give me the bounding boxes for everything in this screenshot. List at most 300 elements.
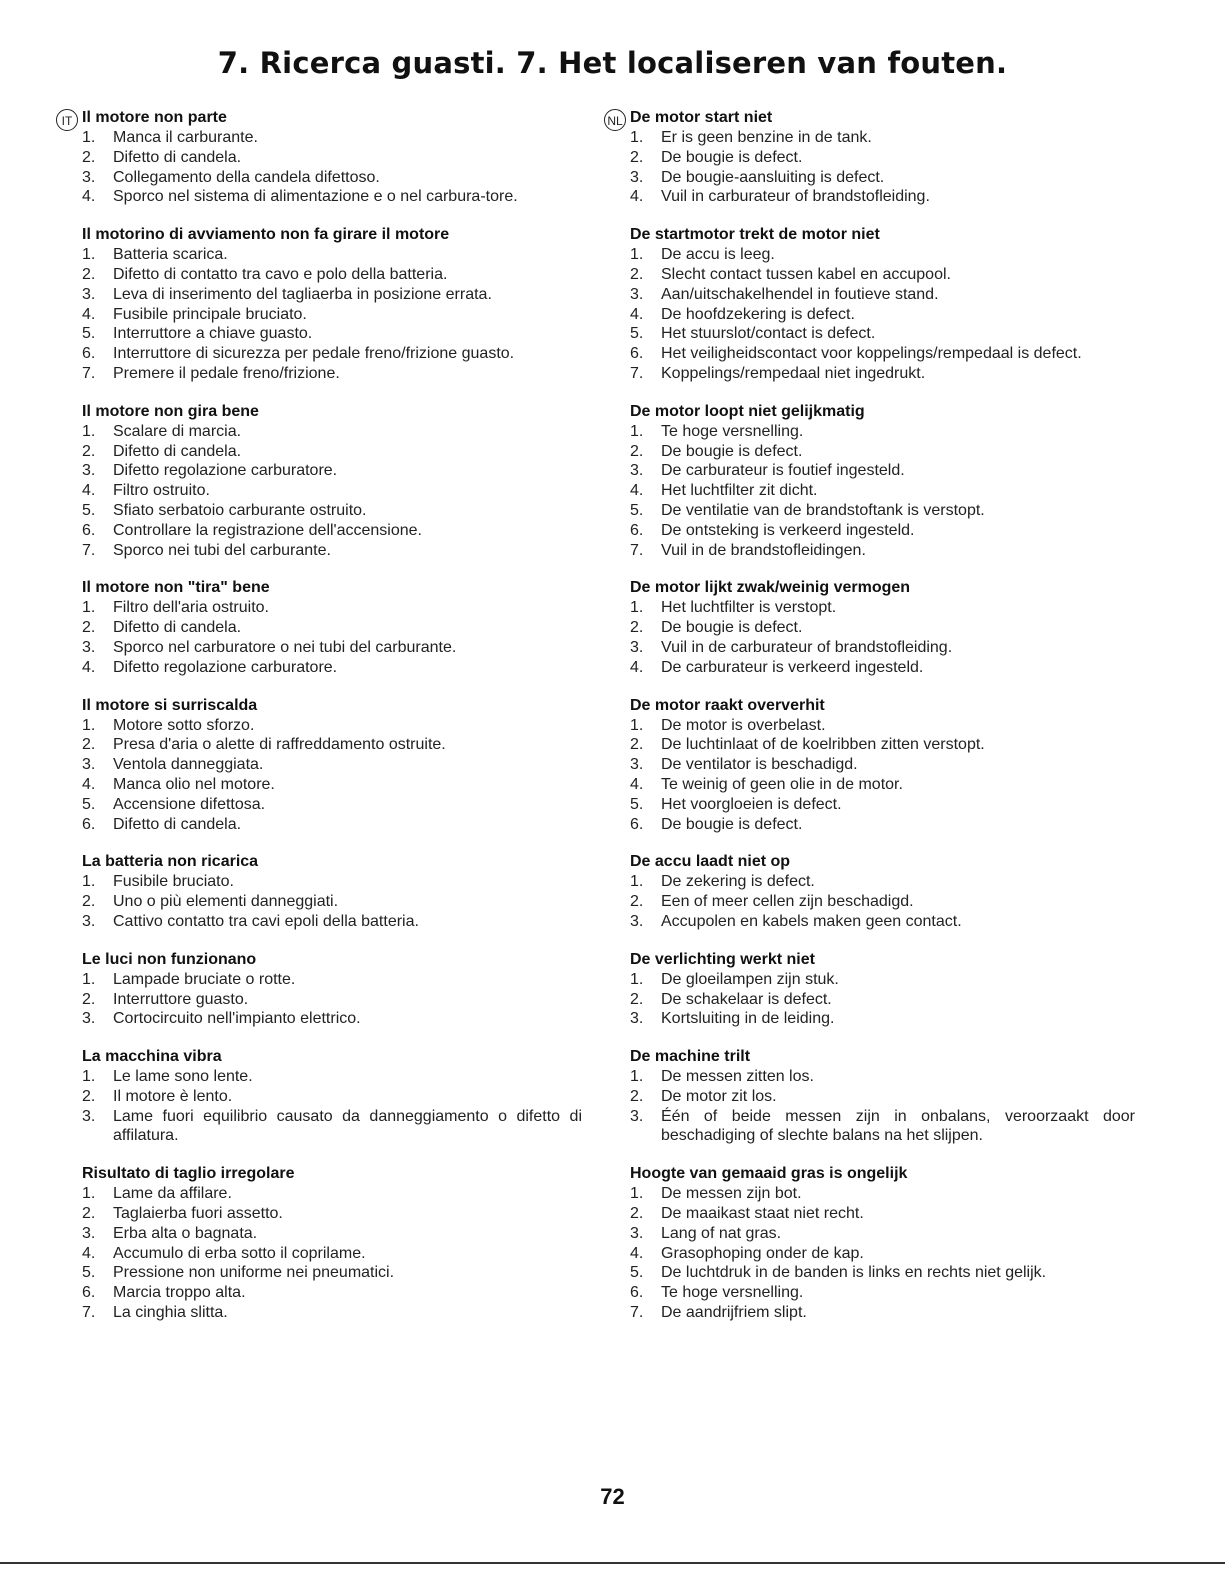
- list-item: [630, 187, 1135, 207]
- item-number: 2.: [82, 893, 96, 911]
- cause-list: [82, 872, 582, 931]
- troubleshooting-section: [630, 696, 1135, 835]
- item-text: Koppelings/rempedaal niet ingedrukt.: [661, 364, 926, 382]
- cause-list: [630, 245, 1135, 384]
- item-text: De messen zitten los.: [661, 1068, 814, 1086]
- language-badge-nl: NL: [604, 109, 626, 131]
- item-number: 3.: [82, 462, 96, 480]
- item-text: Lang of nat gras.: [661, 1224, 782, 1242]
- item-number: 4.: [630, 482, 644, 500]
- section-title: De startmotor trekt de motor niet: [630, 226, 880, 244]
- item-number: 2.: [82, 148, 96, 166]
- cause-list: [82, 970, 582, 1029]
- troubleshooting-section: [630, 1047, 1135, 1146]
- item-text: Sfiato serbatoio carburante ostruito.: [113, 501, 367, 519]
- language-badge-it: IT: [56, 109, 78, 131]
- item-number: 3.: [630, 285, 644, 303]
- item-number: 2.: [82, 1205, 96, 1223]
- cause-list: [82, 245, 582, 384]
- list-item: [82, 344, 582, 364]
- item-text: Accensione difettosa.: [113, 795, 266, 813]
- list-item: [82, 521, 582, 541]
- list-item: [82, 970, 582, 990]
- troubleshooting-section: [82, 696, 582, 835]
- item-text: De ontsteking is verkeerd ingesteld.: [661, 521, 915, 539]
- list-item: [630, 1283, 1135, 1303]
- item-text: Interruttore di sicurezza per pedale freno/frizione guasto.: [113, 345, 515, 363]
- item-text: Uno o più elementi danneggiati.: [113, 893, 339, 911]
- list-item: [82, 1067, 582, 1087]
- list-item: [82, 148, 582, 168]
- section-title: Il motorino di avviamento non fa girare il motore: [82, 226, 450, 244]
- item-text: De luchtinlaat of de koelribben zitten verstopt.: [661, 736, 985, 754]
- section-title: De verlichting werkt niet: [630, 950, 815, 968]
- item-text: Vuil in de carburateur of brandstofleiding.: [661, 638, 953, 656]
- list-item: [630, 541, 1135, 561]
- list-item: [82, 481, 582, 501]
- list-item: [82, 658, 582, 678]
- item-text: De bougie is defect.: [661, 619, 803, 637]
- item-number: 7.: [630, 541, 644, 559]
- item-text: Vuil in de brandstofleidingen.: [661, 541, 866, 559]
- item-number: 3.: [630, 168, 644, 186]
- list-item: [630, 1263, 1135, 1283]
- list-item: [630, 344, 1135, 364]
- list-item: [82, 461, 582, 481]
- list-item: [630, 1303, 1135, 1323]
- item-number: 2.: [82, 619, 96, 637]
- item-text: Één of beide messen zijn in onbalans, veroorzaakt door beschadiging of slechte balans na het slijpen.: [661, 1107, 1135, 1145]
- item-number: 4.: [82, 482, 96, 500]
- list-item: [82, 265, 582, 285]
- item-number: 2.: [82, 265, 96, 283]
- cause-list: [630, 970, 1135, 1029]
- section-title: La macchina vibra: [82, 1048, 222, 1066]
- item-number: 2.: [630, 619, 644, 637]
- item-text: Het stuurslot/contact is defect.: [661, 325, 876, 343]
- list-item: [630, 481, 1135, 501]
- troubleshooting-section: [630, 1164, 1135, 1323]
- item-text: De carburateur is verkeerd ingesteld.: [661, 658, 924, 676]
- list-item: [630, 265, 1135, 285]
- item-number: 1.: [630, 970, 644, 988]
- item-text: Accumulo di erba sotto il coprilame.: [113, 1244, 366, 1262]
- item-text: Het voorgloeien is defect.: [661, 795, 842, 813]
- item-number: 3.: [630, 1010, 644, 1028]
- list-item: [82, 1303, 582, 1323]
- troubleshooting-section: [82, 1164, 582, 1323]
- list-item: [630, 735, 1135, 755]
- list-item: [82, 735, 582, 755]
- item-number: 3.: [82, 1107, 96, 1125]
- list-item: [630, 1224, 1135, 1244]
- list-item: [630, 872, 1135, 892]
- page-title: 7. Ricerca guasti. 7. Het localiseren van fouten.: [217, 46, 1008, 80]
- item-text: Controllare la registrazione dell'accensione.: [113, 521, 422, 539]
- section-title: Risultato di taglio irregolare: [82, 1165, 295, 1183]
- list-item: [82, 872, 582, 892]
- list-item: [82, 128, 582, 148]
- item-text: Presa d'aria o alette di raffreddamento ostruite.: [113, 736, 446, 754]
- item-number: 1.: [630, 129, 644, 146]
- item-number: 4.: [630, 188, 644, 206]
- item-text: Aan/uitschakelhendel in foutieve stand.: [661, 285, 939, 303]
- item-number: 7.: [82, 364, 96, 382]
- section-title: De motor raakt oververhit: [630, 696, 825, 714]
- item-number: 3.: [82, 912, 96, 930]
- section-list: [82, 108, 582, 1323]
- item-text: Difetto di candela.: [113, 442, 242, 460]
- section-title: Il motore non gira bene: [82, 402, 259, 420]
- section-title: Il motore si surriscalda: [82, 696, 258, 714]
- list-item: [630, 638, 1135, 658]
- item-text: Interruttore guasto.: [113, 990, 249, 1008]
- item-text: Sporco nei tubi del carburante.: [113, 541, 331, 559]
- list-item: [630, 658, 1135, 678]
- list-item: [82, 1244, 582, 1264]
- list-item: [82, 618, 582, 638]
- item-text: Filtro ostruito.: [113, 482, 210, 500]
- item-text: Marcia troppo alta.: [113, 1284, 246, 1302]
- item-number: 1.: [82, 246, 96, 264]
- item-text: Sporco nel carburatore o nei tubi del carburante.: [113, 638, 457, 656]
- item-text: Te hoge versnelling.: [661, 422, 804, 440]
- section-title: De accu laadt niet op: [630, 853, 791, 871]
- item-number: 3.: [630, 1224, 644, 1242]
- cause-list: [630, 872, 1135, 931]
- list-item: [630, 970, 1135, 990]
- item-text: Erba alta o bagnata.: [113, 1224, 258, 1242]
- list-item: [630, 716, 1135, 736]
- item-text: De schakelaar is defect.: [661, 990, 832, 1008]
- item-text: Te hoge versnelling.: [661, 1284, 804, 1302]
- list-item: [82, 912, 582, 932]
- item-text: De gloeilampen zijn stuk.: [661, 970, 839, 988]
- item-text: Pressione non uniforme nei pneumatici.: [113, 1264, 395, 1282]
- list-item: [82, 1263, 582, 1283]
- item-number: 1.: [82, 129, 96, 146]
- list-item: [630, 148, 1135, 168]
- list-item: [82, 1107, 582, 1147]
- section-list: [630, 108, 1135, 1323]
- list-item: [630, 501, 1135, 521]
- item-number: 5.: [630, 325, 644, 343]
- item-text: Lame fuori equilibrio causato da danneggiamento o difetto di affilatura.: [113, 1107, 582, 1145]
- item-number: 1.: [82, 1068, 96, 1086]
- item-text: Fusibile bruciato.: [113, 873, 234, 891]
- item-number: 7.: [82, 1304, 96, 1322]
- list-item: [630, 324, 1135, 344]
- item-number: 3.: [82, 1224, 96, 1242]
- item-number: 3.: [630, 912, 644, 930]
- column-italian: [61, 108, 582, 1341]
- troubleshooting-section: [630, 402, 1135, 561]
- list-item: [630, 775, 1135, 795]
- section-title: De motor loopt niet gelijkmatig: [630, 402, 865, 420]
- list-item: [82, 305, 582, 325]
- item-number: 1.: [630, 246, 644, 264]
- cause-list: [630, 1067, 1135, 1146]
- list-item: [630, 1204, 1135, 1224]
- cause-list: [630, 422, 1135, 561]
- item-number: 4.: [82, 305, 96, 323]
- item-number: 3.: [630, 462, 644, 480]
- cause-list: [82, 598, 582, 677]
- item-number: 6.: [82, 1284, 96, 1302]
- item-number: 4.: [630, 305, 644, 323]
- list-item: [82, 285, 582, 305]
- cause-list: [82, 1184, 582, 1323]
- item-text: Difetto di contatto tra cavo e polo della batteria.: [113, 265, 448, 283]
- item-number: 7.: [630, 1304, 644, 1322]
- list-item: [630, 128, 1135, 148]
- list-item: [82, 1224, 582, 1244]
- item-number: 6.: [82, 521, 96, 539]
- list-item: [82, 815, 582, 835]
- item-number: 1.: [82, 422, 96, 440]
- item-number: 4.: [82, 658, 96, 676]
- section-title: Il motore non parte: [82, 109, 227, 126]
- item-text: De ventilator is beschadigd.: [661, 756, 858, 774]
- list-item: [82, 892, 582, 912]
- list-item: [630, 168, 1135, 188]
- item-text: De bougie is defect.: [661, 148, 803, 166]
- item-number: 5.: [82, 1264, 96, 1282]
- troubleshooting-section: [82, 578, 582, 677]
- list-item: [630, 990, 1135, 1010]
- troubleshooting-section: [630, 852, 1135, 931]
- item-text: De luchtdruk in de banden is links en rechts niet gelijk.: [661, 1264, 1047, 1282]
- item-number: 5.: [82, 501, 96, 519]
- section-title: La batteria non ricarica: [82, 853, 259, 871]
- item-text: Manca olio nel motore.: [113, 775, 275, 793]
- item-number: 1.: [630, 599, 644, 617]
- list-item: [82, 1087, 582, 1107]
- list-item: [82, 1009, 582, 1029]
- list-item: [82, 541, 582, 561]
- cause-list: [630, 128, 1135, 207]
- section-title: De motor start niet: [630, 109, 773, 126]
- item-number: 2.: [630, 990, 644, 1008]
- list-item: [82, 442, 582, 462]
- cause-list: [82, 716, 582, 835]
- item-number: 1.: [630, 1185, 644, 1203]
- item-text: Taglaierba fuori assetto.: [113, 1205, 283, 1223]
- item-text: Het luchtfilter zit dicht.: [661, 482, 818, 500]
- list-item: [82, 1283, 582, 1303]
- item-text: Difetto di candela.: [113, 619, 242, 637]
- item-number: 1.: [630, 873, 644, 891]
- troubleshooting-section: [82, 852, 582, 931]
- item-text: Difetto regolazione carburatore.: [113, 462, 338, 480]
- section-title: Hoogte van gemaaid gras is ongelijk: [630, 1165, 908, 1183]
- item-number: 6.: [82, 815, 96, 833]
- cause-list: [630, 716, 1135, 835]
- section-title: Le luci non funzionano: [82, 950, 257, 968]
- list-item: [630, 461, 1135, 481]
- list-item: [82, 755, 582, 775]
- item-text: De bougie is defect.: [661, 815, 803, 833]
- item-text: Sporco nel sistema di alimentazione e o nel carbura-tore.: [113, 188, 518, 206]
- item-text: Fusibile principale bruciato.: [113, 305, 307, 323]
- list-item: [630, 305, 1135, 325]
- item-text: Interruttore a chiave guasto.: [113, 325, 313, 343]
- item-text: Te weinig of geen olie in de motor.: [661, 775, 903, 793]
- item-text: Slecht contact tussen kabel en accupool.: [661, 265, 951, 283]
- list-item: [630, 618, 1135, 638]
- item-number: 1.: [630, 716, 644, 734]
- column-dutch: [607, 108, 1135, 1341]
- item-number: 2.: [630, 148, 644, 166]
- list-item: [630, 285, 1135, 305]
- list-item: [82, 990, 582, 1010]
- list-item: [82, 1184, 582, 1204]
- item-text: Premere il pedale freno/frizione.: [113, 364, 340, 382]
- item-text: De zekering is defect.: [661, 873, 815, 891]
- item-number: 1.: [82, 599, 96, 617]
- item-text: De messen zijn bot.: [661, 1185, 802, 1203]
- list-item: [82, 245, 582, 265]
- list-item: [82, 775, 582, 795]
- item-text: Le lame sono lente.: [113, 1068, 253, 1086]
- list-item: [82, 598, 582, 618]
- item-number: 7.: [82, 541, 96, 559]
- item-number: 3.: [82, 638, 96, 656]
- item-text: Het veiligheidscontact voor koppelings/rempedaal is defect.: [661, 345, 1082, 363]
- item-text: Difetto di candela.: [113, 815, 242, 833]
- list-item: [82, 795, 582, 815]
- list-item: [630, 422, 1135, 442]
- item-number: 3.: [82, 168, 96, 186]
- item-number: 1.: [630, 422, 644, 440]
- item-number: 4.: [82, 1244, 96, 1262]
- item-text: De ventilatie van de brandstoftank is verstopt.: [661, 501, 985, 519]
- list-item: [630, 1009, 1135, 1029]
- item-text: Er is geen benzine in de tank.: [661, 129, 872, 146]
- item-number: 2.: [630, 265, 644, 283]
- item-number: 2.: [82, 442, 96, 460]
- item-text: La cinghia slitta.: [113, 1304, 228, 1322]
- item-text: De motor zit los.: [661, 1087, 777, 1105]
- list-item: [630, 912, 1135, 932]
- item-number: 1.: [630, 1068, 644, 1086]
- list-item: [82, 364, 582, 384]
- item-number: 2.: [630, 893, 644, 911]
- list-item: [630, 1244, 1135, 1264]
- item-text: Difetto di candela.: [113, 148, 242, 166]
- item-text: Scalare di marcia.: [113, 422, 242, 440]
- item-text: Collegamento della candela difettoso.: [113, 168, 380, 186]
- list-item: [630, 364, 1135, 384]
- troubleshooting-section: [82, 1047, 582, 1146]
- list-item: [82, 187, 582, 207]
- list-item: [630, 1184, 1135, 1204]
- page-bottom-rule: [0, 1562, 1225, 1564]
- item-text: De accu is leeg.: [661, 246, 775, 264]
- item-number: 4.: [82, 188, 96, 206]
- cause-list: [82, 128, 582, 207]
- item-text: Accupolen en kabels maken geen contact.: [661, 912, 962, 930]
- item-text: Manca il carburante.: [113, 129, 258, 146]
- troubleshooting-section: [630, 108, 1135, 207]
- list-item: [630, 1087, 1135, 1107]
- troubleshooting-section: [82, 950, 582, 1029]
- item-number: 3.: [630, 638, 644, 656]
- item-text: Ventola danneggiata.: [113, 756, 264, 774]
- section-title: De machine trilt: [630, 1048, 751, 1066]
- item-number: 4.: [630, 775, 644, 793]
- item-number: 2.: [630, 1087, 644, 1105]
- section-title: Il motore non "tira" bene: [82, 579, 270, 597]
- item-text: De carburateur is foutief ingesteld.: [661, 462, 905, 480]
- list-item: [630, 245, 1135, 265]
- item-number: 3.: [82, 756, 96, 774]
- item-number: 5.: [82, 795, 96, 813]
- item-number: 5.: [630, 501, 644, 519]
- item-number: 2.: [82, 1087, 96, 1105]
- item-number: 1.: [82, 716, 96, 734]
- list-item: [82, 501, 582, 521]
- list-item: [630, 521, 1135, 541]
- cause-list: [630, 1184, 1135, 1323]
- item-text: Batteria scarica.: [113, 246, 228, 264]
- cause-list: [82, 1067, 582, 1146]
- item-text: Motore sotto sforzo.: [113, 716, 255, 734]
- item-number: 5.: [630, 1264, 644, 1282]
- item-number: 6.: [630, 815, 644, 833]
- item-text: Vuil in carburateur of brandstofleiding.: [661, 188, 930, 206]
- item-number: 4.: [82, 775, 96, 793]
- item-number: 3.: [630, 1107, 644, 1125]
- item-number: 2.: [82, 990, 96, 1008]
- list-item: [82, 324, 582, 344]
- item-number: 6.: [82, 345, 96, 363]
- list-item: [630, 815, 1135, 835]
- item-number: 5.: [630, 795, 644, 813]
- item-number: 4.: [630, 1244, 644, 1262]
- list-item: [82, 716, 582, 736]
- list-item: [630, 1107, 1135, 1147]
- item-text: Cattivo contatto tra cavi epoli della batteria.: [113, 912, 419, 930]
- item-number: 2.: [630, 442, 644, 460]
- cause-list: [630, 598, 1135, 677]
- page-number: 72: [600, 1484, 625, 1509]
- troubleshooting-section: [82, 108, 582, 207]
- item-number: 2.: [82, 736, 96, 754]
- item-text: Difetto regolazione carburatore.: [113, 658, 338, 676]
- item-text: De bougie-aansluiting is defect.: [661, 168, 885, 186]
- list-item: [82, 168, 582, 188]
- list-item: [630, 442, 1135, 462]
- list-item: [630, 755, 1135, 775]
- item-number: 3.: [82, 285, 96, 303]
- list-item: [82, 422, 582, 442]
- list-item: [630, 892, 1135, 912]
- list-item: [630, 1067, 1135, 1087]
- section-title: De motor lijkt zwak/weinig vermogen: [630, 579, 911, 597]
- item-number: 6.: [630, 1284, 644, 1302]
- list-item: [82, 638, 582, 658]
- list-item: [630, 795, 1135, 815]
- item-text: De aandrijfriem slipt.: [661, 1304, 807, 1322]
- troubleshooting-section: [630, 950, 1135, 1029]
- item-number: 5.: [82, 325, 96, 343]
- list-item: [82, 1204, 582, 1224]
- item-number: 2.: [630, 1205, 644, 1223]
- item-text: Grasophoping onder de kap.: [661, 1244, 864, 1262]
- cause-list: [82, 422, 582, 561]
- item-text: Cortocircuito nell'impianto elettrico.: [113, 1010, 361, 1028]
